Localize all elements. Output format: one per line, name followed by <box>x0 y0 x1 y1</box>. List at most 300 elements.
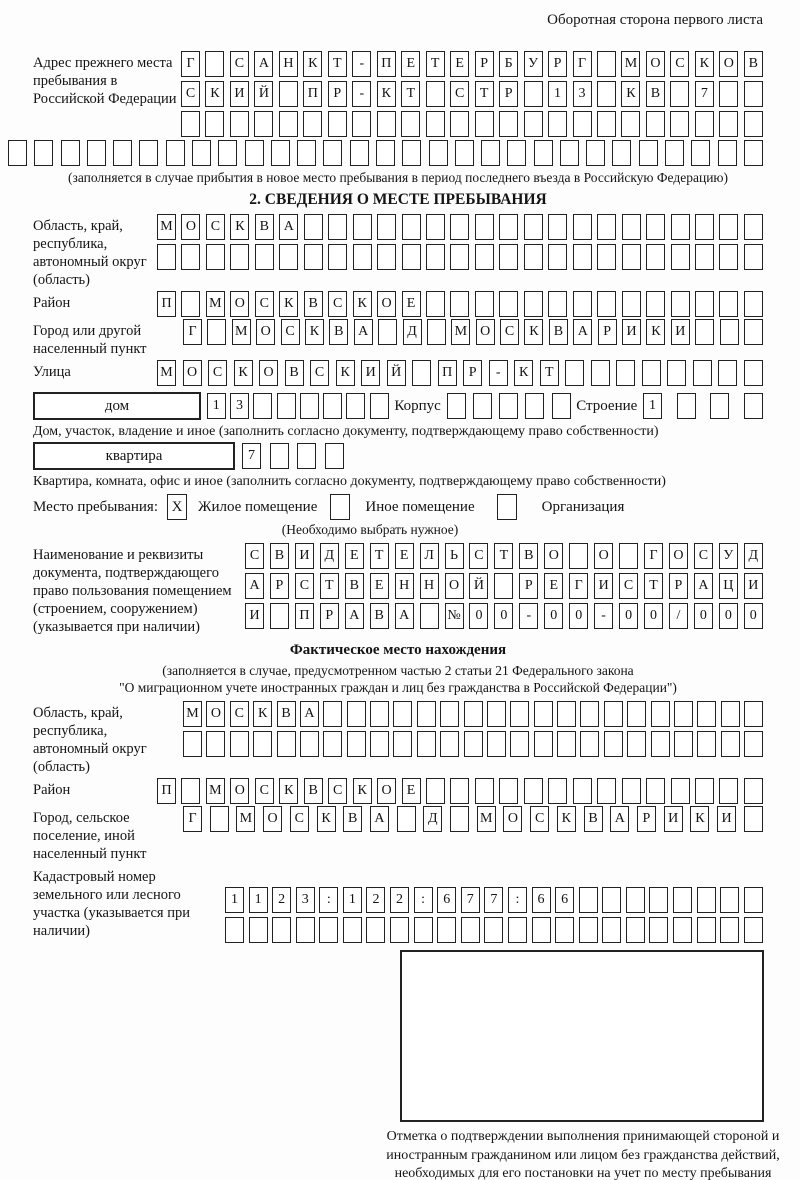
street-row[interactable] <box>157 360 763 386</box>
char-cell[interactable]: А <box>370 806 389 832</box>
char-cell[interactable] <box>597 778 616 804</box>
char-cell[interactable] <box>671 244 690 270</box>
char-cell[interactable] <box>323 701 342 727</box>
char-cell[interactable] <box>670 81 689 107</box>
char-cell[interactable] <box>560 140 579 166</box>
char-cell[interactable] <box>34 140 53 166</box>
char-cell[interactable] <box>524 244 543 270</box>
char-cell[interactable]: Р <box>463 360 482 386</box>
char-cell[interactable] <box>646 111 665 137</box>
char-cell[interactable] <box>552 393 571 419</box>
char-cell[interactable] <box>626 887 645 913</box>
char-cell[interactable]: С <box>450 81 469 107</box>
char-cell[interactable]: Т <box>475 81 494 107</box>
char-cell[interactable]: Р <box>270 573 289 599</box>
char-cell[interactable] <box>481 140 500 166</box>
char-cell[interactable]: А <box>245 573 264 599</box>
char-cell[interactable] <box>597 291 616 317</box>
char-cell[interactable]: О <box>476 319 495 345</box>
char-cell[interactable]: К <box>317 806 336 832</box>
char-cell[interactable]: - <box>352 51 371 77</box>
char-cell[interactable]: О <box>377 778 396 804</box>
char-cell[interactable] <box>181 778 200 804</box>
char-cell[interactable] <box>573 778 592 804</box>
char-cell[interactable] <box>414 917 433 943</box>
char-cell[interactable] <box>426 778 445 804</box>
char-cell[interactable] <box>139 140 158 166</box>
char-cell[interactable]: И <box>361 360 380 386</box>
char-cell[interactable] <box>580 731 599 757</box>
char-cell[interactable] <box>487 701 506 727</box>
char-cell[interactable]: К <box>524 319 543 345</box>
char-cell[interactable] <box>475 778 494 804</box>
char-cell[interactable] <box>377 244 396 270</box>
char-cell[interactable]: 0 <box>544 603 563 629</box>
char-cell[interactable]: О <box>181 214 200 240</box>
char-cell[interactable] <box>300 393 319 419</box>
house-number-cells[interactable] <box>207 393 389 419</box>
char-cell[interactable] <box>323 393 342 419</box>
char-cell[interactable] <box>573 291 592 317</box>
char-cell[interactable]: Ц <box>719 573 738 599</box>
char-cell[interactable]: - <box>352 81 371 107</box>
char-cell[interactable]: 0 <box>719 603 738 629</box>
char-cell[interactable] <box>475 291 494 317</box>
char-cell[interactable] <box>303 111 322 137</box>
char-cell[interactable] <box>397 806 416 832</box>
char-cell[interactable] <box>744 319 763 345</box>
char-cell[interactable]: Е <box>450 51 469 77</box>
char-cell[interactable]: П <box>303 81 322 107</box>
char-cell[interactable] <box>205 111 224 137</box>
char-cell[interactable] <box>621 111 640 137</box>
char-cell[interactable]: С <box>181 81 200 107</box>
char-cell[interactable] <box>673 917 692 943</box>
char-cell[interactable] <box>695 319 714 345</box>
char-cell[interactable] <box>402 214 421 240</box>
char-cell[interactable] <box>427 319 446 345</box>
char-cell[interactable] <box>205 51 224 77</box>
char-cell[interactable] <box>245 140 264 166</box>
char-cell[interactable]: Б <box>499 51 518 77</box>
char-cell[interactable]: 0 <box>569 603 588 629</box>
char-cell[interactable] <box>710 393 729 419</box>
char-cell[interactable]: Й <box>387 360 406 386</box>
char-cell[interactable] <box>534 701 553 727</box>
char-cell[interactable]: И <box>671 319 690 345</box>
char-cell[interactable]: В <box>255 214 274 240</box>
char-cell[interactable]: С <box>619 573 638 599</box>
char-cell[interactable] <box>718 360 737 386</box>
stay-type-checkbox-organization[interactable] <box>497 494 517 520</box>
char-cell[interactable] <box>494 573 513 599</box>
char-cell[interactable] <box>612 140 631 166</box>
char-cell[interactable]: А <box>573 319 592 345</box>
char-cell[interactable] <box>719 81 738 107</box>
char-cell[interactable] <box>597 244 616 270</box>
char-cell[interactable]: В <box>584 806 603 832</box>
char-cell[interactable] <box>402 140 421 166</box>
char-cell[interactable] <box>475 244 494 270</box>
char-cell[interactable]: С <box>694 543 713 569</box>
char-cell[interactable] <box>508 917 527 943</box>
char-cell[interactable]: 0 <box>694 603 713 629</box>
char-cell[interactable]: О <box>230 778 249 804</box>
char-cell[interactable] <box>721 701 740 727</box>
char-cell[interactable]: Й <box>469 573 488 599</box>
char-cell[interactable]: С <box>295 573 314 599</box>
char-cell[interactable]: А <box>345 603 364 629</box>
char-cell[interactable] <box>695 244 714 270</box>
char-cell[interactable] <box>651 731 670 757</box>
stay-type-checkbox-other[interactable] <box>330 494 350 520</box>
char-cell[interactable]: Г <box>573 51 592 77</box>
char-cell[interactable] <box>207 319 226 345</box>
char-cell[interactable] <box>253 731 272 757</box>
char-cell[interactable]: К <box>353 291 372 317</box>
char-cell[interactable] <box>426 214 445 240</box>
char-cell[interactable]: Т <box>426 51 445 77</box>
char-cell[interactable]: Р <box>548 51 567 77</box>
char-cell[interactable] <box>157 244 176 270</box>
char-cell[interactable]: И <box>295 543 314 569</box>
char-cell[interactable]: М <box>477 806 496 832</box>
char-cell[interactable] <box>673 887 692 913</box>
char-cell[interactable] <box>695 291 714 317</box>
char-cell[interactable] <box>249 917 268 943</box>
char-cell[interactable] <box>744 291 763 317</box>
char-cell[interactable]: : <box>508 887 527 913</box>
char-cell[interactable]: М <box>621 51 640 77</box>
char-cell[interactable] <box>61 140 80 166</box>
char-cell[interactable] <box>555 917 574 943</box>
char-cell[interactable] <box>440 731 459 757</box>
char-cell[interactable] <box>548 778 567 804</box>
char-cell[interactable] <box>366 917 385 943</box>
char-cell[interactable] <box>573 111 592 137</box>
char-cell[interactable]: В <box>304 778 323 804</box>
char-cell[interactable] <box>450 778 469 804</box>
char-cell[interactable]: 6 <box>437 887 456 913</box>
actual-city-row[interactable] <box>183 806 763 832</box>
char-cell[interactable]: Д <box>320 543 339 569</box>
char-cell[interactable]: С <box>281 319 300 345</box>
char-cell[interactable] <box>450 111 469 137</box>
char-cell[interactable] <box>510 701 529 727</box>
char-cell[interactable]: К <box>514 360 533 386</box>
char-cell[interactable] <box>665 140 684 166</box>
actual-region-row-1[interactable] <box>183 701 763 727</box>
char-cell[interactable]: Н <box>279 51 298 77</box>
char-cell[interactable]: Р <box>519 573 538 599</box>
char-cell[interactable] <box>325 443 344 469</box>
char-cell[interactable] <box>719 214 738 240</box>
char-cell[interactable]: И <box>744 573 763 599</box>
char-cell[interactable]: Р <box>475 51 494 77</box>
char-cell[interactable] <box>426 111 445 137</box>
char-cell[interactable] <box>695 778 714 804</box>
title-document-row-3[interactable] <box>245 603 763 629</box>
char-cell[interactable]: П <box>295 603 314 629</box>
char-cell[interactable] <box>328 111 347 137</box>
char-cell[interactable]: 1 <box>249 887 268 913</box>
char-cell[interactable]: С <box>230 701 249 727</box>
char-cell[interactable]: О <box>719 51 738 77</box>
char-cell[interactable]: Е <box>402 778 421 804</box>
char-cell[interactable] <box>279 244 298 270</box>
char-cell[interactable] <box>591 360 610 386</box>
char-cell[interactable]: А <box>610 806 629 832</box>
char-cell[interactable] <box>524 111 543 137</box>
char-cell[interactable] <box>277 731 296 757</box>
char-cell[interactable]: 1 <box>643 393 662 419</box>
char-cell[interactable]: А <box>694 573 713 599</box>
char-cell[interactable]: : <box>414 887 433 913</box>
char-cell[interactable]: К <box>305 319 324 345</box>
char-cell[interactable]: 1 <box>343 887 362 913</box>
char-cell[interactable] <box>719 244 738 270</box>
char-cell[interactable] <box>230 244 249 270</box>
char-cell[interactable] <box>499 214 518 240</box>
char-cell[interactable] <box>279 81 298 107</box>
char-cell[interactable] <box>412 360 431 386</box>
char-cell[interactable] <box>720 887 739 913</box>
char-cell[interactable]: С <box>469 543 488 569</box>
char-cell[interactable]: К <box>353 778 372 804</box>
char-cell[interactable] <box>651 701 670 727</box>
char-cell[interactable]: К <box>621 81 640 107</box>
char-cell[interactable]: Е <box>402 291 421 317</box>
char-cell[interactable]: Й <box>254 81 273 107</box>
char-cell[interactable] <box>347 731 366 757</box>
char-cell[interactable]: 2 <box>390 887 409 913</box>
char-cell[interactable]: Е <box>345 543 364 569</box>
char-cell[interactable] <box>671 778 690 804</box>
char-cell[interactable] <box>420 603 439 629</box>
char-cell[interactable] <box>674 731 693 757</box>
cadastral-row-2[interactable] <box>225 917 763 943</box>
char-cell[interactable] <box>181 291 200 317</box>
char-cell[interactable]: Т <box>540 360 559 386</box>
char-cell[interactable] <box>627 701 646 727</box>
char-cell[interactable] <box>626 917 645 943</box>
char-cell[interactable] <box>532 917 551 943</box>
char-cell[interactable] <box>376 140 395 166</box>
char-cell[interactable]: Р <box>320 603 339 629</box>
char-cell[interactable]: 3 <box>573 81 592 107</box>
char-cell[interactable] <box>296 917 315 943</box>
char-cell[interactable] <box>230 111 249 137</box>
char-cell[interactable] <box>499 244 518 270</box>
char-cell[interactable] <box>695 111 714 137</box>
char-cell[interactable]: К <box>695 51 714 77</box>
char-cell[interactable] <box>548 291 567 317</box>
char-cell[interactable] <box>642 360 661 386</box>
char-cell[interactable]: В <box>277 701 296 727</box>
char-cell[interactable] <box>206 731 225 757</box>
char-cell[interactable] <box>270 443 289 469</box>
char-cell[interactable] <box>253 393 272 419</box>
char-cell[interactable] <box>304 244 323 270</box>
char-cell[interactable] <box>272 917 291 943</box>
char-cell[interactable]: В <box>549 319 568 345</box>
char-cell[interactable] <box>218 140 237 166</box>
char-cell[interactable] <box>697 917 716 943</box>
char-cell[interactable] <box>721 731 740 757</box>
char-cell[interactable] <box>697 887 716 913</box>
char-cell[interactable] <box>548 244 567 270</box>
char-cell[interactable] <box>744 360 763 386</box>
char-cell[interactable] <box>622 291 641 317</box>
char-cell[interactable] <box>602 887 621 913</box>
house-box[interactable]: дом <box>33 392 201 420</box>
char-cell[interactable]: 1 <box>225 887 244 913</box>
char-cell[interactable]: С <box>245 543 264 569</box>
char-cell[interactable]: В <box>519 543 538 569</box>
char-cell[interactable]: И <box>230 81 249 107</box>
char-cell[interactable]: : <box>319 887 338 913</box>
char-cell[interactable] <box>378 319 397 345</box>
char-cell[interactable] <box>499 111 518 137</box>
char-cell[interactable]: М <box>232 319 251 345</box>
char-cell[interactable]: С <box>290 806 309 832</box>
char-cell[interactable] <box>719 111 738 137</box>
char-cell[interactable]: 2 <box>366 887 385 913</box>
char-cell[interactable] <box>597 81 616 107</box>
char-cell[interactable] <box>579 917 598 943</box>
char-cell[interactable] <box>579 887 598 913</box>
char-cell[interactable] <box>181 111 200 137</box>
char-cell[interactable] <box>569 543 588 569</box>
char-cell[interactable]: Е <box>395 543 414 569</box>
char-cell[interactable]: О <box>594 543 613 569</box>
char-cell[interactable]: П <box>377 51 396 77</box>
char-cell[interactable]: В <box>304 291 323 317</box>
char-cell[interactable] <box>370 701 389 727</box>
char-cell[interactable]: Т <box>494 543 513 569</box>
char-cell[interactable]: М <box>451 319 470 345</box>
char-cell[interactable]: Р <box>598 319 617 345</box>
char-cell[interactable]: П <box>157 291 176 317</box>
char-cell[interactable]: С <box>255 778 274 804</box>
char-cell[interactable]: С <box>670 51 689 77</box>
char-cell[interactable] <box>464 731 483 757</box>
char-cell[interactable]: М <box>236 806 255 832</box>
char-cell[interactable] <box>744 111 763 137</box>
char-cell[interactable]: О <box>256 319 275 345</box>
char-cell[interactable] <box>401 111 420 137</box>
char-cell[interactable] <box>255 244 274 270</box>
char-cell[interactable]: О <box>259 360 278 386</box>
char-cell[interactable] <box>87 140 106 166</box>
char-cell[interactable] <box>352 111 371 137</box>
char-cell[interactable] <box>670 111 689 137</box>
char-cell[interactable] <box>697 731 716 757</box>
char-cell[interactable]: Г <box>183 806 202 832</box>
char-cell[interactable] <box>297 443 316 469</box>
char-cell[interactable] <box>450 244 469 270</box>
char-cell[interactable]: О <box>669 543 688 569</box>
char-cell[interactable] <box>524 214 543 240</box>
char-cell[interactable] <box>548 214 567 240</box>
char-cell[interactable] <box>393 701 412 727</box>
char-cell[interactable] <box>573 244 592 270</box>
city-row[interactable] <box>183 319 763 345</box>
char-cell[interactable] <box>573 214 592 240</box>
char-cell[interactable] <box>192 140 211 166</box>
char-cell[interactable]: К <box>303 51 322 77</box>
char-cell[interactable] <box>604 701 623 727</box>
char-cell[interactable]: И <box>664 806 683 832</box>
char-cell[interactable]: Ь <box>445 543 464 569</box>
actual-district-row[interactable] <box>157 778 763 804</box>
char-cell[interactable] <box>426 81 445 107</box>
char-cell[interactable]: У <box>719 543 738 569</box>
char-cell[interactable]: 6 <box>555 887 574 913</box>
char-cell[interactable] <box>429 140 448 166</box>
char-cell[interactable]: Н <box>395 573 414 599</box>
char-cell[interactable] <box>639 140 658 166</box>
char-cell[interactable]: П <box>157 778 176 804</box>
char-cell[interactable] <box>622 244 641 270</box>
char-cell[interactable] <box>719 291 738 317</box>
char-cell[interactable]: М <box>206 291 225 317</box>
char-cell[interactable]: Т <box>401 81 420 107</box>
char-cell[interactable]: 0 <box>644 603 663 629</box>
char-cell[interactable] <box>437 917 456 943</box>
char-cell[interactable] <box>304 214 323 240</box>
char-cell[interactable] <box>646 778 665 804</box>
char-cell[interactable]: М <box>157 360 176 386</box>
char-cell[interactable]: С <box>500 319 519 345</box>
char-cell[interactable]: / <box>669 603 688 629</box>
char-cell[interactable]: Д <box>744 543 763 569</box>
char-cell[interactable]: В <box>270 543 289 569</box>
char-cell[interactable] <box>525 393 544 419</box>
char-cell[interactable]: В <box>646 81 665 107</box>
char-cell[interactable]: О <box>503 806 522 832</box>
char-cell[interactable]: А <box>354 319 373 345</box>
apartment-box[interactable]: квартира <box>33 442 235 470</box>
char-cell[interactable] <box>616 360 635 386</box>
char-cell[interactable] <box>597 214 616 240</box>
char-cell[interactable]: С <box>328 291 347 317</box>
char-cell[interactable]: М <box>157 214 176 240</box>
char-cell[interactable]: О <box>646 51 665 77</box>
char-cell[interactable] <box>346 393 365 419</box>
char-cell[interactable] <box>597 51 616 77</box>
char-cell[interactable] <box>377 111 396 137</box>
char-cell[interactable] <box>473 393 492 419</box>
char-cell[interactable]: К <box>234 360 253 386</box>
char-cell[interactable] <box>370 393 389 419</box>
char-cell[interactable] <box>279 111 298 137</box>
title-document-row-1[interactable] <box>245 543 763 569</box>
title-document-row-2[interactable] <box>245 573 763 599</box>
char-cell[interactable]: Г <box>569 573 588 599</box>
district-row[interactable] <box>157 291 763 317</box>
char-cell[interactable] <box>719 778 738 804</box>
char-cell[interactable] <box>649 917 668 943</box>
char-cell[interactable] <box>697 701 716 727</box>
char-cell[interactable]: 1 <box>207 393 226 419</box>
char-cell[interactable] <box>183 731 202 757</box>
char-cell[interactable]: Е <box>370 573 389 599</box>
char-cell[interactable] <box>300 731 319 757</box>
cadastral-row-1[interactable] <box>225 887 763 913</box>
char-cell[interactable]: К <box>377 81 396 107</box>
actual-region-row-2[interactable] <box>183 731 763 757</box>
